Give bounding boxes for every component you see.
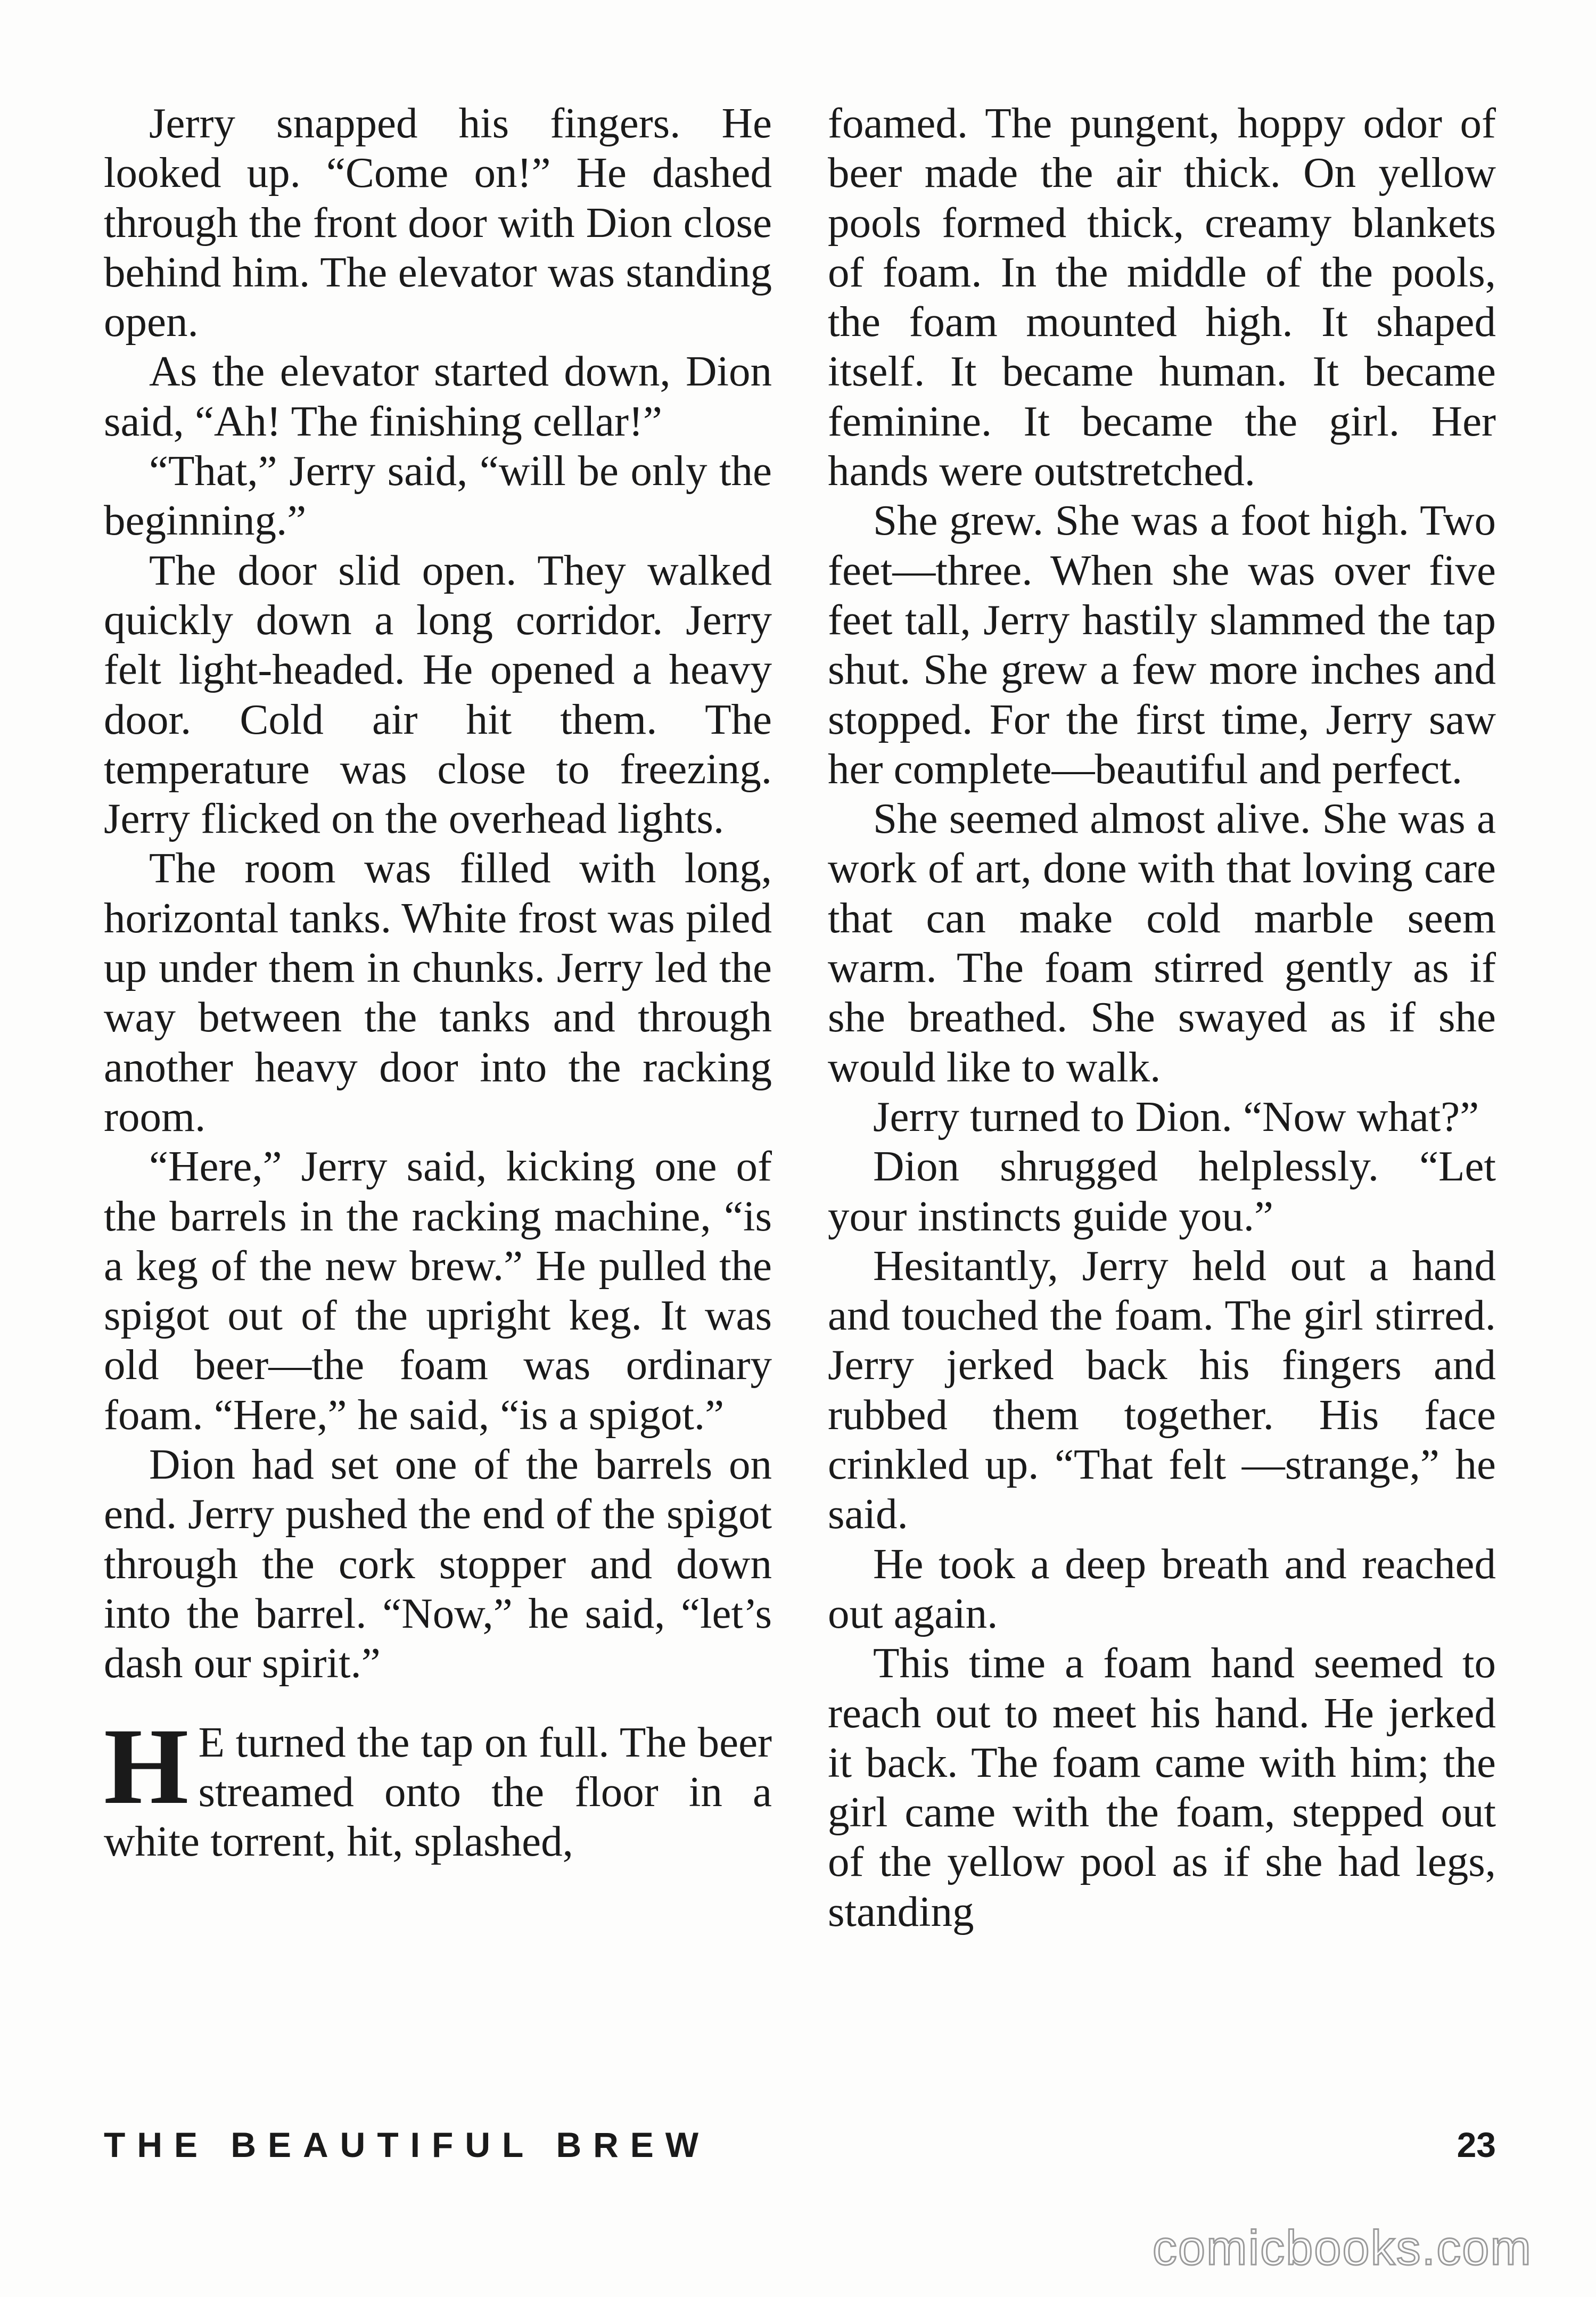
paragraph: “That,” Jerry said, “will be only the beginning.” (104, 447, 772, 545)
drop-cap-letter: H (104, 1705, 189, 1827)
paragraph: “Here,” Jerry said, kicking one of the barrels in the racking machine, “is a keg of the new brew.” He pulled the spigot out of the upright keg. It was old beer—the foam was ordinary foam. “Here,” he said, “is a spigot.” (104, 1142, 772, 1439)
site-watermark: comicbooks.com (1152, 2221, 1532, 2275)
paragraph: As the elevator started down, Dion said, “Ah! The finishing cellar!” (104, 347, 772, 445)
dropcap-paragraph (104, 1705, 772, 1867)
paragraph: She seemed almost alive. She was a work of art, done with that loving care that can make cold marble seem warm. The foam stirred gently as if she breathed. She swayed as if she would like to walk. (828, 794, 1496, 1091)
right-text-column (828, 99, 1496, 1937)
section-break (104, 1688, 772, 1718)
left-text-column (104, 99, 772, 1866)
paragraph: Jerry turned to Dion. “Now what?” (873, 1092, 1479, 1141)
dropcap-paragraph-text: E turned the tap on full. The beer streamed onto the floor in a white torrent, hit, splashed, (104, 1718, 772, 1866)
page-number: 23 (1457, 2125, 1496, 2164)
continued-paragraph: foamed. The pungent, hoppy odor of beer made the air thick. On yellow pools formed thick, creamy blankets of foam. In the middle of the pools, the foam mounted high. It shaped itself. It became human. It became feminine. It became the girl. Her hands were outstretched. (828, 99, 1496, 495)
paragraph: This time a foam hand seemed to reach out to meet his hand. He jerked it back. The foam came with him; the girl came with the foam, stepped out of the yellow pool as if she had legs, standing (828, 1639, 1496, 1935)
running-footer-title: THE BEAUTIFUL BREW (104, 2125, 711, 2164)
paragraph: He took a deep breath and reached out again. (828, 1539, 1496, 1637)
paragraph: Dion shrugged helplessly. “Let your instincts guide you.” (828, 1142, 1496, 1240)
paragraph: The door slid open. They walked quickly down a long corridor. Jerry felt light-headed. He opened a heavy door. Cold air hit them. The temperature was close to freezing. Jerry flicked on the overhead lights. (104, 546, 772, 843)
paragraph: Dion had set one of the barrels on end. Jerry pushed the end of the spigot through the cork stopper and down into the barrel. “Now,” he said, “let’s dash our spirit.” (104, 1440, 772, 1687)
paragraph: She grew. She was a foot high. Two feet—three. When she was over five feet tall, Jerry hastily slammed the tap shut. She grew a few more inches and stopped. For the first time, Jerry saw her complete—beautiful and perfect. (828, 496, 1496, 793)
paragraph: The room was filled with long, horizontal tanks. White frost was piled up under them in chunks. Jerry led the way between the tanks and through another heavy door into the racking room. (104, 844, 772, 1141)
paragraph: Jerry snapped his fingers. He looked up. “Come on!” He dashed through the front door with Dion close behind him. The elevator was standing open. (104, 99, 772, 346)
paragraph: Hesitantly, Jerry held out a hand and touched the foam. The girl stirred. Jerry jerked back his fingers and rubbed them together. His face crinkled up. “That felt —strange,” he said. (828, 1241, 1496, 1538)
